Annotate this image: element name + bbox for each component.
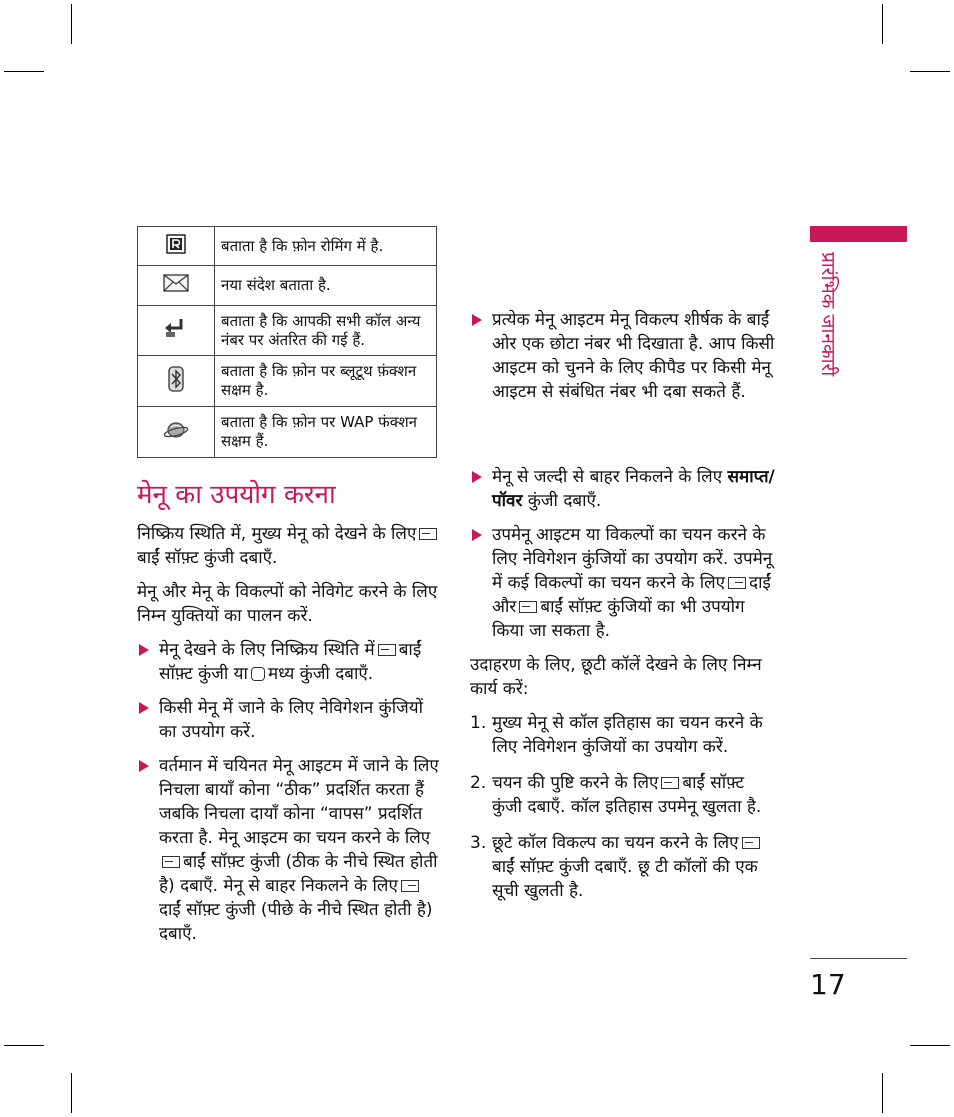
list-item: उपमेनू आइटम या विकल्पों का चयन करने के लिए नेविगेशन कुंजियों का उपयोग करें. उपमेनू में कई विकल्पों का चयन करने के लिए दाईं और बाईं सॉफ़्ट कुंजियों का भी उपयोग किया जा सकता है. <box>470 523 775 643</box>
table-row <box>138 356 437 407</box>
left-softkey-icon <box>162 856 180 868</box>
right-softkey-icon <box>728 577 746 589</box>
left-softkey-icon <box>661 777 679 789</box>
end-power-key-label: समाप्त/पॉवर <box>492 467 775 511</box>
call-divert-icon <box>163 317 189 339</box>
chapter-label: प्रारंभिक जानकारी <box>817 252 839 377</box>
status-icon-table <box>137 226 437 458</box>
list-item: 1. मुख्य मेनू से कॉल इतिहास का चयन करने के लिए नेविगेशन कुंजियों का उपयोग करें. <box>470 713 763 757</box>
steps-list <box>470 711 775 903</box>
tips-list <box>137 638 442 946</box>
crop-mark <box>71 1073 72 1113</box>
left-softkey-icon <box>519 601 537 613</box>
crop-mark <box>882 4 883 44</box>
icon-description: नया संदेश बताता है. <box>215 266 437 306</box>
crop-mark <box>910 1045 950 1046</box>
paragraph: मेनू और मेनू के विकल्पों को नेविगेट करने के लिए निम्न युक्तियों का पालन करें. <box>137 582 438 626</box>
list-item: 3. छूटे कॉल विकल्प का चयन करने के लिएबाईं सॉफ़्ट कुंजी दबाएँ. छू टी कॉलों की एक सूची खुलती है. <box>470 833 758 901</box>
tips-list-continued <box>470 465 775 643</box>
bluetooth-icon <box>168 366 184 392</box>
icon-description: बताता है कि आपकी सभी कॉल अन्य नंबर पर अंतरित की गई हैं. <box>215 306 437 356</box>
icon-description: बताता है कि फ़ोन रोमिंग में है. <box>215 227 437 266</box>
page-number-rule <box>810 958 907 959</box>
right-softkey-icon <box>401 880 419 892</box>
table-row <box>138 227 437 266</box>
right-column <box>470 465 775 915</box>
table-row <box>138 266 437 306</box>
crop-mark <box>71 4 72 44</box>
wap-globe-icon <box>163 419 189 441</box>
table-row <box>138 306 437 356</box>
crop-mark <box>4 71 44 72</box>
list-item: मेनू देखने के लिए निष्क्रिय स्थिति में बाईं सॉफ़्ट कुंजी या मध्य कुंजी दबाएँ. <box>137 638 442 686</box>
left-softkey-icon <box>742 837 760 849</box>
envelope-icon <box>163 273 189 293</box>
tips-list-top <box>470 308 775 404</box>
list-item: प्रत्येक मेनू आइटम मेनू विकल्प शीर्षक के बाईं ओर एक छोटा नंबर भी दिखाता है. आप किसी आइटम को चुनने के लिए कीपैड पर किसी मेनू आइटम से संबंधित नंबर भी दबा सकते हैं. <box>470 308 775 404</box>
chapter-tab <box>810 226 907 242</box>
center-key-icon <box>251 667 265 681</box>
list-item: किसी मेनू में जाने के लिए नेविगेशन कुंजियों का उपयोग करें. <box>137 696 442 744</box>
bullet-arrow-icon <box>472 529 482 541</box>
icon-description: बताता है कि फ़ोन पर WAP फंक्शन सक्षम हैं. <box>215 407 437 458</box>
left-softkey-icon <box>419 528 437 540</box>
bullet-arrow-icon <box>139 760 149 772</box>
page-number: 17 <box>810 968 846 1001</box>
left-column <box>137 478 442 956</box>
list-item: मेनू से जल्दी से बाहर निकलने के लिए समाप्त/पॉवर कुंजी दबाएँ. <box>470 465 775 513</box>
bullet-arrow-icon <box>139 702 149 714</box>
table-row <box>138 407 437 458</box>
bullet-arrow-icon <box>472 314 482 326</box>
list-item: वर्तमान में चयिनत मेनू आइटम में जाने के लिए निचला बायाँ कोना “ठीक” प्रदर्शित करता हैं जबकि निचला दायाँ कोना “वापस” प्रदर्शित करता है. मेनू आइटम का चयन करने के लिएबाईं सॉफ़्ट कुंजी (ठीक के नीचे स्थित होती है) दबाएँ. मेनू से बाहर निकलने के लिएदाईं सॉफ़्ट कुंजी (पीछे के नीचे स्थित होती है) दबाएँ. <box>137 754 442 946</box>
example-intro: उदाहरण के लिए, छूटी कॉलें देखने के लिए निम्न कार्य करें: <box>470 655 762 699</box>
bullet-arrow-icon <box>139 644 149 656</box>
crop-mark <box>4 1045 44 1046</box>
crop-mark <box>910 71 950 72</box>
section-title: मेनू का उपयोग करना <box>137 480 336 510</box>
paragraph: निष्क्रिय स्थिति में, मुख्य मेनू को देखने के लिएबाईं सॉफ़्ट कुंजी दबाएँ. <box>137 522 442 570</box>
bullet-arrow-icon <box>472 471 482 483</box>
roaming-r-icon <box>166 234 186 254</box>
list-item: 2. चयन की पुष्टि करने के लिए बाईं सॉफ़्ट कुंजी दबाएँ. कॉल इतिहास उपमेनू खुलता है. <box>470 773 762 817</box>
left-softkey-icon <box>378 644 396 656</box>
icon-description: बताता है कि फ़ोन पर ब्लूटूथ फ़ंक्शन सक्षम है. <box>215 356 437 407</box>
right-column-top <box>470 308 775 414</box>
crop-mark <box>882 1073 883 1113</box>
